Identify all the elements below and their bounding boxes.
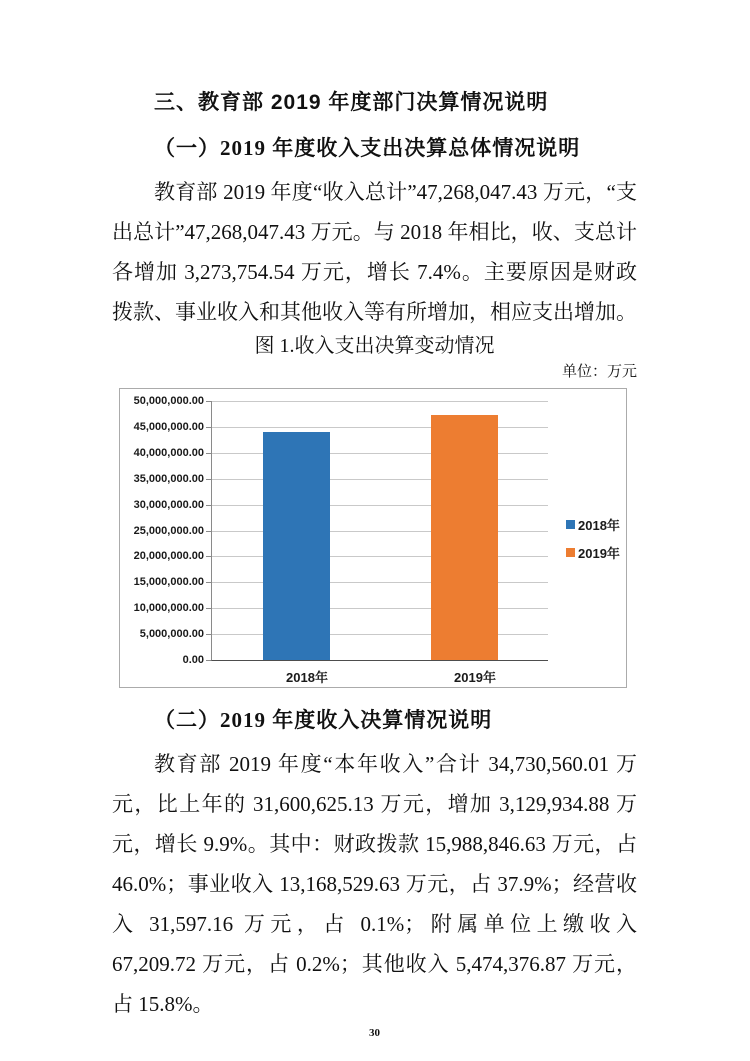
legend-label: 2018年 — [578, 518, 620, 533]
x-axis-label: 2019年 — [454, 670, 496, 685]
y-axis-label: 35,000,000.00 — [133, 472, 204, 485]
y-axis-tick — [206, 634, 211, 635]
paragraph-income: 教育部 2019 年度“本年收入”合计 34,730,560.01 万元，比上年的 31,600,625.13 万元，增加 3,129,934.88 万元，增长 9.9%。其中：财政拨款 15,988,846.63 万元，占 46.0%；事业收入 13,168,529.63 万元，占 37.9%；经营收入 31,597.16 万元，占 0.1%；附属单位上缴收入 67,209.72 万元，占 0.2%；其他收入 5,474,376.87 万元，占 15.8%。 — [112, 752, 637, 1016]
y-axis-label: 10,000,000.00 — [133, 602, 204, 615]
y-axis-label: 50,000,000.00 — [133, 395, 204, 407]
unit-label: 单位：万元 — [561, 364, 637, 380]
section-heading-2: （二）2019 年度收入决算情况说明 — [154, 708, 493, 732]
y-axis-tick — [206, 556, 211, 557]
y-axis-label: 5,000,000.00 — [139, 628, 204, 641]
section-heading-main: 三、教育部 2019 年度部门决算情况说明 — [154, 91, 549, 114]
legend-label: 2019年 — [578, 546, 620, 561]
y-axis-label: 30,000,000.00 — [133, 498, 204, 511]
figure-bar-chart — [119, 388, 627, 688]
paragraph-overview: 教育部 2019 年度“收入总计”47,268,047.43 万元，“支出总计”47,268,047.43 万元。与 2018 年相比，收、支总计各增加 3,273,754.54 万元，增长 7.4%。主要原因是财政拨款、事业收入和其他收入等有所增加，相应支出增加。 — [112, 180, 637, 324]
y-axis-label: 25,000,000.00 — [133, 524, 204, 537]
page-number: 30 — [369, 1027, 380, 1039]
legend-item — [566, 543, 620, 562]
legend-swatch-icon — [566, 520, 575, 529]
bar-2019 — [431, 415, 498, 660]
y-axis-label: 20,000,000.00 — [133, 550, 204, 563]
bar-2018 — [263, 432, 330, 660]
legend-swatch-icon — [566, 548, 575, 557]
y-axis-label: 40,000,000.00 — [133, 446, 204, 459]
y-axis-label: 15,000,000.00 — [133, 576, 204, 589]
section-heading-1: （一）2019 年度收入支出决算总体情况说明 — [154, 136, 581, 160]
y-axis-tick — [206, 479, 211, 480]
page-content — [112, 0, 637, 1039]
gridline — [212, 401, 548, 402]
y-axis-tick — [206, 401, 211, 402]
y-axis-tick — [206, 531, 211, 532]
y-axis-tick — [206, 505, 211, 506]
y-axis-tick — [206, 660, 211, 661]
plot-area — [211, 401, 548, 661]
y-axis-tick — [206, 608, 211, 609]
y-axis-label: 0.00 — [182, 654, 204, 666]
y-axis-label: 45,000,000.00 — [133, 420, 204, 433]
figure-caption: 图 1.收入支出决算变动情况 — [254, 335, 495, 357]
gridline — [212, 427, 548, 428]
y-axis-tick — [206, 453, 211, 454]
y-axis-tick — [206, 582, 211, 583]
legend-item — [566, 515, 620, 534]
y-axis-tick — [206, 427, 211, 428]
chart-legend — [566, 515, 620, 571]
x-axis-label: 2018年 — [286, 670, 328, 685]
